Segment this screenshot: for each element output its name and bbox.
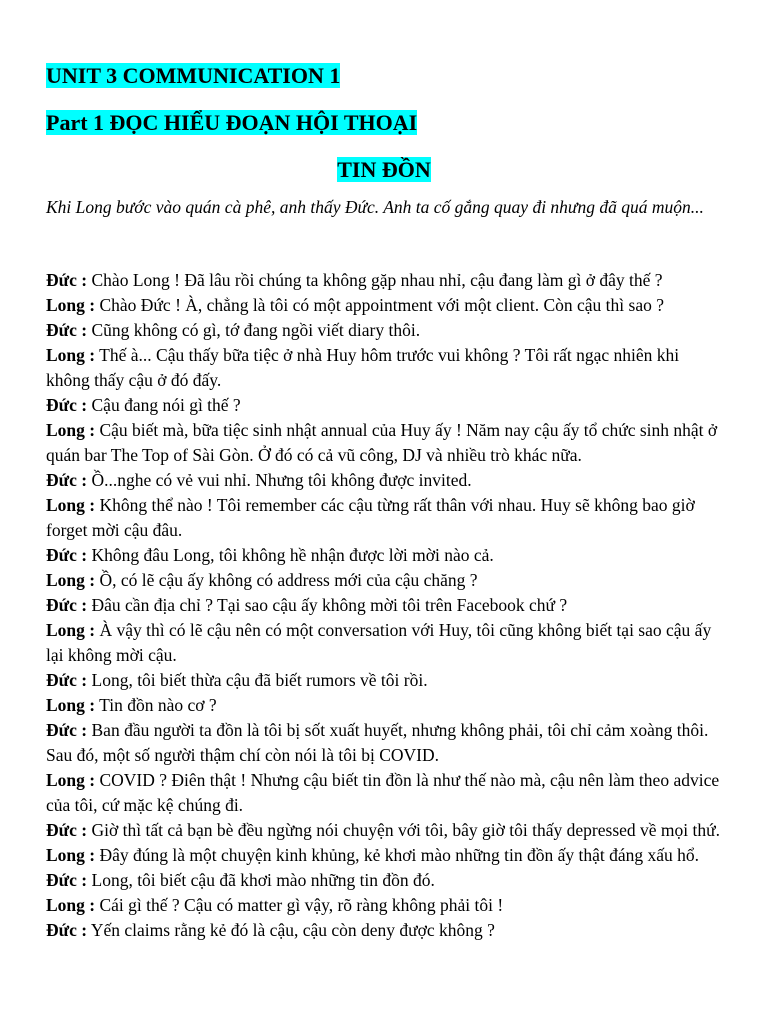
speaker-name: Đức : [46, 820, 88, 840]
speaker-name: Đức : [46, 720, 88, 740]
dialogue-line [46, 843, 722, 868]
dialogue-text: Không thể nào ! Tôi remember các cậu từng rất thân với nhau. Huy sẽ không bao giờ forget mời cậu đâu. [46, 495, 695, 540]
dialogue-text: Yến claims rằng kẻ đó là cậu, cậu còn deny được không ? [87, 920, 495, 940]
part-heading [46, 110, 417, 136]
speaker-name: Long : [46, 845, 96, 865]
part-heading-text: Part 1 ĐỌC HIỂU ĐOẠN HỘI THOẠI [46, 110, 418, 135]
speaker-name: Đức : [46, 870, 88, 890]
dialogue-text: Chào Long ! Đã lâu rồi chúng ta không gặp nhau nhỉ, cậu đang làm gì ở đây thế ? [87, 270, 663, 290]
dialogue-line [46, 493, 722, 543]
dialogue-line [46, 618, 722, 668]
dialogue-line [46, 468, 722, 493]
dialogue-text: Cái gì thế ? Cậu có matter gì vậy, rõ ràng không phải tôi ! [95, 895, 504, 915]
speaker-name: Đức : [46, 595, 88, 615]
speaker-name: Long : [46, 770, 96, 790]
dialogue-text: Giờ thì tất cả bạn bè đều ngừng nói chuyện với tôi, bây giờ tôi thấy depressed về mọi thứ. [87, 820, 720, 840]
dialogue-text: Cũng không có gì, tớ đang ngồi viết diary thôi. [87, 320, 421, 340]
dialogue-line [46, 343, 722, 393]
dialogue-text: Tin đồn nào cơ ? [95, 695, 217, 715]
speaker-name: Đức : [46, 395, 88, 415]
dialogue-line [46, 543, 722, 568]
speaker-name: Long : [46, 420, 96, 440]
dialogue-line [46, 818, 722, 843]
intro-paragraph: Khi Long bước vào quán cà phê, anh thấy Đức. Anh ta cố gắng quay đi nhưng đã quá muộn... [46, 197, 704, 217]
dialogue [46, 268, 722, 943]
speaker-name: Đức : [46, 545, 88, 565]
speaker-name: Long : [46, 295, 96, 315]
dialogue-line [46, 418, 722, 468]
dialogue-text: À vậy thì có lẽ cậu nên có một conversation với Huy, tôi cũng không biết tại sao cậu ấy lại không mời cậu. [46, 620, 712, 665]
speaker-name: Đức : [46, 320, 88, 340]
dialogue-line [46, 918, 722, 943]
dialogue-text: Ồ, có lẽ cậu ấy không có address mới của cậu chăng ? [95, 570, 478, 590]
dialogue-line [46, 718, 722, 768]
dialogue-line [46, 318, 722, 343]
dialogue-text: Cậu biết mà, bữa tiệc sinh nhật annual của Huy ấy ! Năm nay cậu ấy tổ chức sinh nhật ở quán bar The Top of Sài Gòn. Ở đó có cả vũ công, DJ và nhiều trò khác nữa. [46, 420, 718, 465]
story-title [0, 157, 768, 183]
unit-heading [46, 63, 340, 89]
dialogue-text: Đâu cần địa chỉ ? Tại sao cậu ấy không mời tôi trên Facebook chứ ? [87, 595, 568, 615]
dialogue-line [46, 768, 722, 818]
speaker-name: Long : [46, 895, 96, 915]
dialogue-line [46, 393, 722, 418]
dialogue-line [46, 268, 722, 293]
unit-heading-text: UNIT 3 COMMUNICATION 1 [46, 63, 341, 88]
speaker-name: Long : [46, 345, 96, 365]
dialogue-text: Ban đầu người ta đồn là tôi bị sốt xuất huyết, nhưng không phải, tôi chỉ cảm xoàng thôi. Sau đó, một số người thậm chí còn nói là tôi bị COVID. [46, 720, 709, 765]
dialogue-line [46, 593, 722, 618]
dialogue-line [46, 568, 722, 593]
speaker-name: Long : [46, 620, 96, 640]
speaker-name: Đức : [46, 920, 88, 940]
dialogue-text: Long, tôi biết cậu đã khơi mào những tin đồn đó. [87, 870, 435, 890]
dialogue-line [46, 893, 722, 918]
speaker-name: Long : [46, 495, 96, 515]
speaker-name: Đức : [46, 670, 88, 690]
speaker-name: Đức : [46, 270, 88, 290]
dialogue-text: Thế à... Cậu thấy bữa tiệc ở nhà Huy hôm trước vui không ? Tôi rất ngạc nhiên khi không thấy cậu ở đó đấy. [46, 345, 680, 390]
speaker-name: Long : [46, 695, 96, 715]
dialogue-line [46, 668, 722, 693]
dialogue-text: COVID ? Điên thật ! Nhưng cậu biết tin đồn là như thế nào mà, cậu nên làm theo advice của tôi, cứ mặc kệ chúng đi. [46, 770, 720, 815]
dialogue-line [46, 293, 722, 318]
dialogue-line [46, 868, 722, 893]
dialogue-text: Long, tôi biết thừa cậu đã biết rumors về tôi rồi. [87, 670, 428, 690]
dialogue-text: Không đâu Long, tôi không hề nhận được lời mời nào cả. [87, 545, 494, 565]
speaker-name: Long : [46, 570, 96, 590]
story-title-text: TIN ĐỒN [337, 157, 431, 182]
dialogue-text: Đây đúng là một chuyện kinh khủng, kẻ khơi mào những tin đồn ấy thật đáng xấu hổ. [95, 845, 700, 865]
dialogue-line [46, 693, 722, 718]
dialogue-text: Chào Đức ! À, chẳng là tôi có một appointment với một client. Còn cậu thì sao ? [95, 295, 665, 315]
dialogue-text: Cậu đang nói gì thế ? [87, 395, 241, 415]
speaker-name: Đức : [46, 470, 88, 490]
dialogue-text: Ồ...nghe có vẻ vui nhỉ. Nhưng tôi không được invited. [87, 470, 472, 490]
